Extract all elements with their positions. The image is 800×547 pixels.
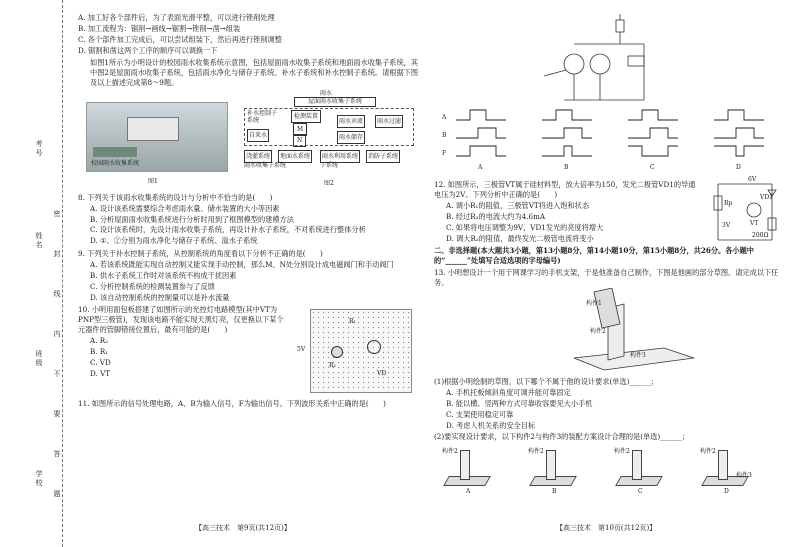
fig-label: Rp [724,200,733,207]
fig-label: 3V [722,222,731,229]
option: B. 能以横、竖两种方式可靠收容要见大小手机 [446,399,593,408]
waveform-grid [442,106,766,172]
option: D. 锯割和凿这两个工序的顺序可以调换一下 [78,46,218,55]
logic-circuit-figure [534,14,654,114]
ldr-shape [331,346,343,358]
assembly-option [698,446,758,502]
part-label: 构件2 [442,448,458,455]
waveform-options [434,106,784,172]
part-label: 构件1 [586,300,602,307]
option: A. 加工好各个部件后，为了表面光滑平整，可以进行锉削处理 [78,13,275,22]
upright-plate [460,450,470,480]
seal-char: 密 [53,210,61,219]
exam-number-label: 考号 [35,140,43,158]
upright-plate [718,450,728,480]
seal-char: 封 [53,250,61,259]
fig2-item: 检测装置 [291,110,321,123]
option-label: B [552,488,557,495]
option: B. 分析屋面雨水收集系统进行分析时用到了框图模型的建模方法 [90,215,294,224]
fig2-item: 补水控制子系统 [247,110,278,124]
tank-shape [93,147,137,157]
question-9: 9. 下列关于补水控制子系统，从控制系统的角度看以下分析不正确的是( ) [78,249,323,258]
passage-intro: 如图1所示为小明设计的校园雨水收集系统示意图，包括屋面雨水收集子系统和地面雨水收集子系统，其中图2是屋面雨水收集子系统，包括雨水净化与储存子系统、补水子系统和补水控制子系统。请根据下图及以上描述完成第8～9题。 [90,58,419,87]
building-shape [127,117,179,141]
wave-row-label: F [442,150,447,157]
question-8: 8. 下列关于该雨水收集系统的设计与分析中不恰当的是( ) [78,193,273,202]
fig-label: 6V [748,176,757,183]
fig2-item: N [293,134,306,147]
option: D. VT [90,369,111,378]
option-label: C [638,488,643,495]
option: C. 各个部件加工完成后，可以尝试组装下，然后再进行锉削调整 [78,35,282,44]
option: B. 加工流程为：锯削→画线→锯割→锉削→凿→组装 [78,24,241,33]
option: C. 设计该系统时，先设计雨水收集子系统，再设计补水子系统，不对系统进行整体分析 [90,225,366,234]
option: A. 设计该系统需要综合考虑雨水量、储水装置的大小等因素 [90,204,280,213]
part-label: 构件2 [528,448,544,455]
waveforms [456,106,766,162]
section-heading: 二、非选择题(本大题共3小题，第13小题8分，第14小题10分，第15小题8分，共26分。各小题中的“______”处填写合适选项的字母编号) [434,246,754,265]
fig2-roof-box: 屋面雨水收集子系统 [294,97,376,107]
transistor-circuit-figure [712,176,778,244]
option-label: A [466,488,471,495]
page-footer: 【高三技术 第10页(共12页)】 [556,524,657,532]
fig-label: R₁ [349,318,356,325]
fig2-bottom: 雨水收集子系统 [244,162,287,169]
fig2-bottom: 浇灌系统 [244,150,272,163]
option: D. ①、②分别为雨水净化与储存子系统、溢水子系统 [90,236,258,245]
fig2-top: 雨水 [320,90,333,97]
question-13-1: (1)根据小明绘制的草图，以下哪个不属于他的设计要求(单选)______； [434,377,659,386]
option: A. 调小R₁的阻值，三极管VT将进入饱和状态 [446,201,590,210]
option: B. 经过R₂的电流大约为4.6mA [446,212,546,221]
question-13-2: (2)要实现设计要求，以下构件2与构件3的装配方案设计合理的是(单选)______； [434,432,689,441]
fig2-bottom: 地面水系统 [278,150,312,163]
upright-plate [546,450,556,480]
fig2-bottom: 子系统 [320,162,339,169]
part-label: 构件2 [590,328,606,335]
option: C. 分析控制系统的检测装置参与了反馈 [90,282,215,291]
fig2-item: M [293,123,307,136]
seal-char: 答 [53,450,61,459]
option: A. 手机托板倾斜角度可调并能可靠固定 [446,388,571,397]
seal-char: 内 [53,330,61,339]
option: D. 该自动控制系统的控制量可以是补水流量 [90,293,230,302]
figure-2-diagram [244,88,414,174]
fig2-bottom: 消防子系统 [366,150,400,163]
part-label: 构件3 [736,472,752,479]
figure-1-label: 图1 [148,178,158,185]
question-10: 10. 小明用面包板搭建了如图所示的光控灯电路模型(其中VT为PNP型三极管)，发现该电路不能实现天黑灯亮，仅更换以下某个元器件的管脚错接位置后，最有可能的是( ) [78,305,284,334]
wave-row-label: B [442,132,447,139]
name-label: 姓名 [35,232,43,250]
breadboard-figure [297,309,412,393]
option: D. 调大R₂的阻值，最终发光二极管电流将变小 [446,234,594,243]
fig-label: 200Ω [752,232,769,239]
question-12-block [434,176,784,244]
assembly-options [434,442,784,506]
option: C. VD [90,358,111,367]
option: B. 供水子系统工作时对该系统不构成干扰因素 [90,271,237,280]
figure-1-photo [86,102,228,172]
fig2-bottom: 雨水利用系统 [320,150,360,163]
part-label: 构件2 [700,448,716,455]
fig2-item: 自来水 [247,129,269,142]
option: A. R₂ [90,336,109,345]
fig-label: VD1 [760,194,773,201]
part-label: 构件3 [630,352,646,359]
question-12: 12. 如图所示，三极管VT属于硅材料型，放大倍率为150，发光二极管VD1的导通电压为2V。下列分析中正确的是( ) [434,180,696,199]
fig2-item: 雨水弃流 [337,115,365,128]
fig-label: R₂ [329,362,336,369]
upright-plate [632,450,642,480]
option: B. R₁ [90,347,109,356]
rain-system-figures [78,88,418,190]
seal-char: 题 [53,490,61,499]
wave-row-label: A [442,114,447,121]
school-label: 学校 [35,470,43,488]
option: D. 考虑人机关系的安全目标 [446,421,536,430]
figure-2-label: 图2 [324,180,334,187]
option: A. 若该系统既能实现自动控制又能实现手动控制，那么M、N处分别设计成电磁阀门和手动阀门 [90,260,394,269]
fig-label: VD [377,370,387,377]
wave-option-label: A [478,164,483,171]
phone-stand-figure [434,288,784,374]
seal-char: 线 [53,290,61,299]
figure-1-caption: 校园雨水收集系统 [91,160,140,167]
option-label: D [724,488,729,495]
assembly-option [612,446,672,502]
wave-option-label: D [736,164,741,171]
fig2-item: 雨水储存 [337,131,365,144]
wave-option-label: C [650,164,655,171]
seal-char: 不 [53,370,61,379]
fig2-item: 雨水过滤 [375,115,403,128]
question-10-block [78,305,418,397]
wave-option-label: B [564,164,569,171]
fig2-inner-frame [244,108,414,146]
question-11: 11. 如图所示的信号处理电路，A、B为输入信号，F为输出信号。下列波形关系中正确的是( ) [78,399,386,408]
right-page [434,14,784,506]
question-13: 13. 小明想设计一个用于网课学习的手机支架，于是他准备自己制作，下图是他画的部分草图。请完成以下任务。 [434,268,779,287]
fig-label: VT [750,220,759,227]
part-label: 构件2 [614,448,630,455]
option: C. 如果将电压调整为9V，VD1发光的亮度将增大 [446,223,604,232]
left-page [78,12,418,409]
assembly-option [440,446,500,502]
binding-margin [0,0,63,547]
page-footer: 【高三技术 第9页(共12页)】 [195,524,291,532]
class-label: 班级 [35,350,43,368]
option: C. 支架使用稳定可靠 [446,410,514,419]
phone-stand-sketch [564,288,704,374]
seal-char: 要 [53,410,61,419]
fig-label: 5V [297,346,306,353]
assembly-option [526,446,586,502]
lamp-shape [367,340,381,354]
